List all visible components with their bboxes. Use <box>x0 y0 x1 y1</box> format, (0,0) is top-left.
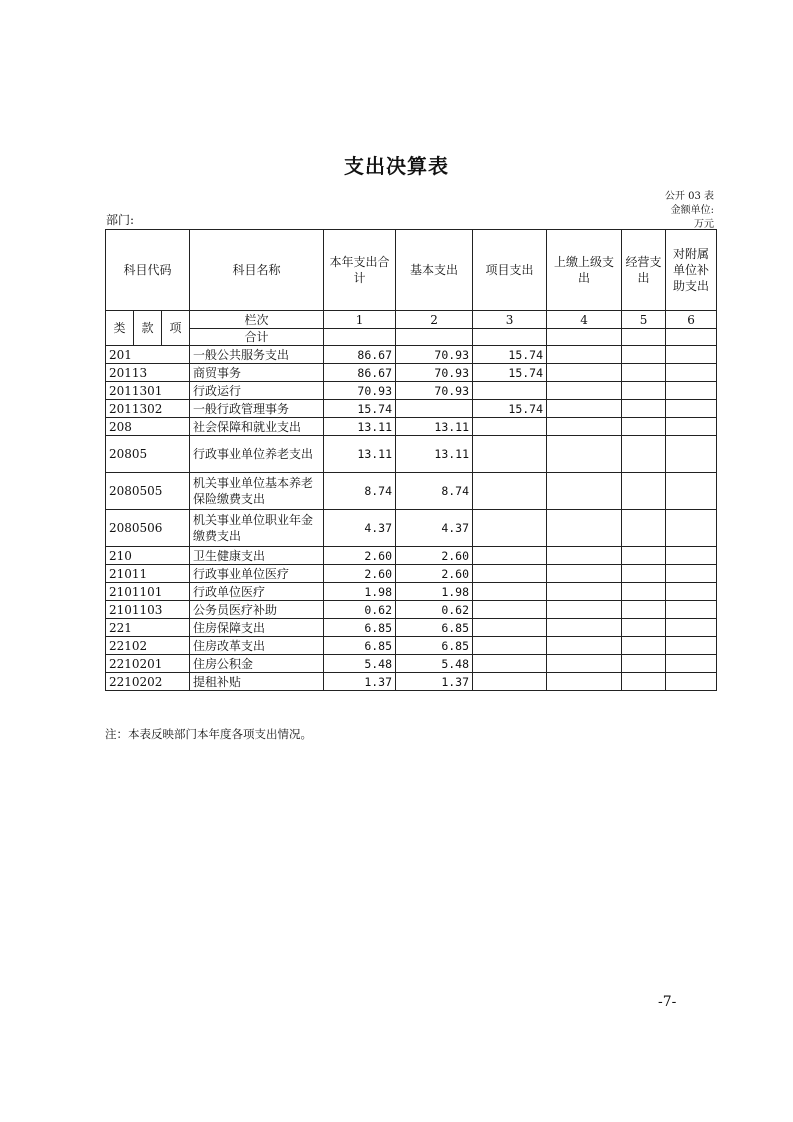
total-amount: 4.37 <box>324 510 396 547</box>
total-row <box>106 329 717 346</box>
basic-amount: 70.93 <box>396 364 473 382</box>
subsidiary-amount <box>666 601 717 619</box>
page-title: 支出决算表 <box>344 154 449 178</box>
header-lanci: 栏次 <box>190 311 324 329</box>
col-number-3: 3 <box>473 311 547 329</box>
header-row <box>106 230 717 311</box>
business-amount <box>622 400 666 418</box>
table-row <box>106 619 717 637</box>
upper-amount <box>547 382 622 400</box>
subsidiary-amount <box>666 673 717 691</box>
col-number-2: 2 <box>396 311 473 329</box>
subsidiary-amount <box>666 473 717 510</box>
project-amount: 15.74 <box>473 346 547 364</box>
subsidiary-amount <box>666 436 717 473</box>
col-number-5: 5 <box>622 311 666 329</box>
business-amount <box>622 364 666 382</box>
business-amount <box>622 418 666 436</box>
business-amount <box>622 601 666 619</box>
business-amount <box>622 436 666 473</box>
col-number-6: 6 <box>666 311 717 329</box>
subject-code: 20805 <box>106 436 190 473</box>
department-label: 部门: <box>106 213 135 227</box>
table-row <box>106 673 717 691</box>
subject-code: 2080506 <box>106 510 190 547</box>
subsidiary-amount <box>666 655 717 673</box>
business-amount <box>622 473 666 510</box>
upper-amount <box>547 547 622 565</box>
business-amount <box>622 547 666 565</box>
upper-amount <box>547 510 622 547</box>
upper-amount <box>547 436 622 473</box>
upper-amount <box>547 601 622 619</box>
header-business: 经营支出 <box>622 230 666 311</box>
form-number: 公开 03 表 <box>664 191 714 202</box>
column-number-row <box>106 311 717 329</box>
header-lei: 类 <box>106 311 134 346</box>
subject-name: 商贸事务 <box>190 364 324 382</box>
basic-amount: 6.85 <box>396 619 473 637</box>
total-amount: 86.67 <box>324 346 396 364</box>
project-amount <box>473 673 547 691</box>
subject-name: 行政事业单位医疗 <box>190 565 324 583</box>
upper-amount <box>547 473 622 510</box>
total-amount: 2.60 <box>324 547 396 565</box>
header-basic: 基本支出 <box>396 230 473 311</box>
subject-name: 行政单位医疗 <box>190 583 324 601</box>
basic-amount: 2.60 <box>396 565 473 583</box>
subsidiary-amount <box>666 418 717 436</box>
header-upper: 上缴上级支出 <box>547 230 622 311</box>
project-amount <box>473 510 547 547</box>
business-amount <box>622 510 666 547</box>
project-amount: 15.74 <box>473 400 547 418</box>
table-row <box>106 346 717 364</box>
header-subsidiary: 对附属单位补助支出 <box>666 230 717 311</box>
subject-code: 2210201 <box>106 655 190 673</box>
expenditure-table <box>105 229 717 691</box>
subsidiary-amount <box>666 382 717 400</box>
subject-code: 2011301 <box>106 382 190 400</box>
header-heji: 合计 <box>190 329 324 346</box>
subject-code: 2080505 <box>106 473 190 510</box>
total-amount: 6.85 <box>324 619 396 637</box>
subject-code: 201 <box>106 346 190 364</box>
table-row <box>106 436 717 473</box>
subject-code: 2101103 <box>106 601 190 619</box>
subject-name: 住房改革支出 <box>190 637 324 655</box>
basic-amount: 4.37 <box>396 510 473 547</box>
upper-amount <box>547 619 622 637</box>
table-row <box>106 382 717 400</box>
header-project: 项目支出 <box>473 230 547 311</box>
total-amount: 15.74 <box>324 400 396 418</box>
total-amount: 2.60 <box>324 565 396 583</box>
subject-name: 提租补贴 <box>190 673 324 691</box>
upper-amount <box>547 655 622 673</box>
subject-name: 卫生健康支出 <box>190 547 324 565</box>
total-amount: 6.85 <box>324 637 396 655</box>
subject-code: 22102 <box>106 637 190 655</box>
table-row <box>106 473 717 510</box>
subject-code: 2101101 <box>106 583 190 601</box>
project-amount <box>473 436 547 473</box>
header-name: 科目名称 <box>190 230 324 311</box>
business-amount <box>622 583 666 601</box>
total-amount: 13.11 <box>324 436 396 473</box>
table-row <box>106 510 717 547</box>
project-amount <box>473 547 547 565</box>
basic-amount: 70.93 <box>396 346 473 364</box>
table-row <box>106 637 717 655</box>
col-number-1: 1 <box>324 311 396 329</box>
basic-amount: 70.93 <box>396 382 473 400</box>
project-amount <box>473 637 547 655</box>
subject-name: 公务员医疗补助 <box>190 601 324 619</box>
subject-code: 210 <box>106 547 190 565</box>
upper-amount <box>547 565 622 583</box>
subject-code: 21011 <box>106 565 190 583</box>
basic-amount: 6.85 <box>396 637 473 655</box>
project-amount <box>473 583 547 601</box>
total-amount: 0.62 <box>324 601 396 619</box>
project-amount <box>473 382 547 400</box>
subject-code: 221 <box>106 619 190 637</box>
subject-name: 机关事业单位基本养老保险缴费支出 <box>190 473 324 510</box>
subject-name: 一般行政管理事务 <box>190 400 324 418</box>
col-number-4: 4 <box>547 311 622 329</box>
subject-name: 社会保障和就业支出 <box>190 418 324 436</box>
total-amount: 13.11 <box>324 418 396 436</box>
business-amount <box>622 346 666 364</box>
project-amount <box>473 619 547 637</box>
subject-code: 2210202 <box>106 673 190 691</box>
table-row <box>106 547 717 565</box>
total-amount: 8.74 <box>324 473 396 510</box>
table-row <box>106 565 717 583</box>
upper-amount <box>547 418 622 436</box>
project-amount <box>473 655 547 673</box>
business-amount <box>622 619 666 637</box>
basic-amount: 0.62 <box>396 601 473 619</box>
project-amount: 15.74 <box>473 364 547 382</box>
subject-name: 住房公积金 <box>190 655 324 673</box>
basic-amount <box>396 400 473 418</box>
subject-name: 一般公共服务支出 <box>190 346 324 364</box>
subsidiary-amount <box>666 547 717 565</box>
subject-name: 住房保障支出 <box>190 619 324 637</box>
total-amount: 1.37 <box>324 673 396 691</box>
subject-code: 20113 <box>106 364 190 382</box>
table-row <box>106 364 717 382</box>
basic-amount: 8.74 <box>396 473 473 510</box>
subject-code: 2011302 <box>106 400 190 418</box>
upper-amount <box>547 400 622 418</box>
business-amount <box>622 673 666 691</box>
total-amount: 1.98 <box>324 583 396 601</box>
basic-amount: 1.37 <box>396 673 473 691</box>
subject-name: 行政运行 <box>190 382 324 400</box>
total-amount: 86.67 <box>324 364 396 382</box>
header-total: 本年支出合计 <box>324 230 396 311</box>
header-xiang: 项 <box>162 311 190 346</box>
total-amount: 5.48 <box>324 655 396 673</box>
table-note: 注：本表反映部门本年度各项支出情况。 <box>105 727 312 741</box>
table-row <box>106 583 717 601</box>
header-kuan: 款 <box>134 311 162 346</box>
basic-amount: 13.11 <box>396 418 473 436</box>
page-number: -7- <box>658 994 677 1010</box>
project-amount <box>473 565 547 583</box>
subsidiary-amount <box>666 583 717 601</box>
table-row <box>106 601 717 619</box>
table-row <box>106 418 717 436</box>
basic-amount: 13.11 <box>396 436 473 473</box>
subsidiary-amount <box>666 510 717 547</box>
upper-amount <box>547 637 622 655</box>
subject-name: 行政事业单位养老支出 <box>190 436 324 473</box>
subsidiary-amount <box>666 565 717 583</box>
subject-name: 机关事业单位职业年金缴费支出 <box>190 510 324 547</box>
subsidiary-amount <box>666 400 717 418</box>
business-amount <box>622 637 666 655</box>
basic-amount: 5.48 <box>396 655 473 673</box>
basic-amount: 1.98 <box>396 583 473 601</box>
total-amount: 70.93 <box>324 382 396 400</box>
table-row <box>106 400 717 418</box>
business-amount <box>622 382 666 400</box>
project-amount <box>473 418 547 436</box>
unit-value: 万元 <box>694 219 714 230</box>
subsidiary-amount <box>666 619 717 637</box>
basic-amount: 2.60 <box>396 547 473 565</box>
project-amount <box>473 473 547 510</box>
subsidiary-amount <box>666 364 717 382</box>
unit-label: 金额单位: <box>670 205 714 216</box>
subsidiary-amount <box>666 637 717 655</box>
business-amount <box>622 655 666 673</box>
upper-amount <box>547 346 622 364</box>
project-amount <box>473 601 547 619</box>
upper-amount <box>547 583 622 601</box>
subject-code: 208 <box>106 418 190 436</box>
table-row <box>106 655 717 673</box>
subsidiary-amount <box>666 346 717 364</box>
header-code: 科目代码 <box>106 230 190 311</box>
business-amount <box>622 565 666 583</box>
upper-amount <box>547 364 622 382</box>
upper-amount <box>547 673 622 691</box>
